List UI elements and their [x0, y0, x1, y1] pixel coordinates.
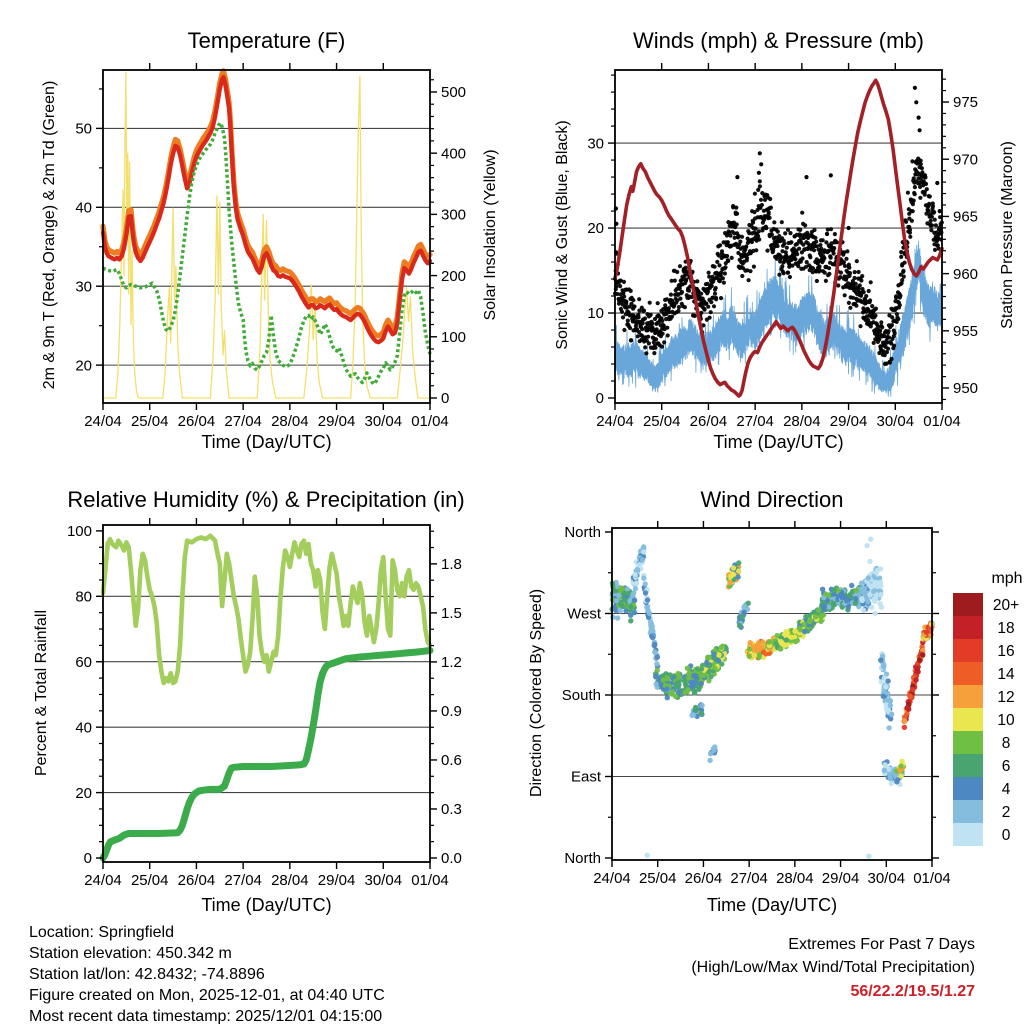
- svg-text:20: 20: [75, 784, 92, 802]
- svg-text:200: 200: [441, 267, 467, 285]
- svg-text:24/04: 24/04: [596, 413, 634, 430]
- svg-text:0.6: 0.6: [441, 752, 462, 770]
- svg-text:26/04: 26/04: [684, 870, 723, 887]
- footer-created: Figure created on Mon, 2025-12-01, at 04:40 UTC: [29, 987, 385, 1004]
- svg-text:970: 970: [953, 151, 979, 169]
- svg-text:1.8: 1.8: [441, 556, 462, 574]
- svg-text:18: 18: [997, 620, 1015, 637]
- svg-text:26/04: 26/04: [177, 413, 216, 430]
- xlabel-winds: Time (Day/UTC): [713, 432, 844, 452]
- svg-text:01/04: 01/04: [411, 413, 449, 430]
- svg-text:25/04: 25/04: [642, 413, 681, 430]
- svg-text:25/04: 25/04: [130, 872, 169, 889]
- svg-text:10: 10: [997, 712, 1015, 729]
- svg-text:20: 20: [75, 357, 92, 375]
- svg-text:24/04: 24/04: [593, 870, 631, 887]
- svg-text:6: 6: [1001, 758, 1011, 775]
- xlabel-temperature: Time (Day/UTC): [201, 432, 332, 452]
- svg-text:50: 50: [75, 120, 92, 138]
- svg-text:2: 2: [1001, 804, 1011, 821]
- panel-title-winds: Winds (mph) & Pressure (mb): [633, 28, 924, 53]
- svg-text:26/04: 26/04: [689, 413, 728, 430]
- svg-text:25/04: 25/04: [638, 870, 677, 887]
- svg-text:24/04: 24/04: [84, 872, 122, 889]
- colorbar-title-mph: mph: [991, 570, 1023, 587]
- svg-text:26/04: 26/04: [177, 872, 216, 889]
- svg-text:28/04: 28/04: [271, 413, 309, 430]
- svg-text:0: 0: [441, 390, 450, 408]
- svg-text:30/04: 30/04: [364, 872, 403, 889]
- svg-text:0: 0: [595, 390, 604, 408]
- ylabel-sonic-wind-gust: Sonic Wind & Gust (Blue, Black): [554, 120, 571, 350]
- panel-title-wind-direction: Wind Direction: [700, 487, 844, 512]
- svg-text:24/04: 24/04: [84, 413, 122, 430]
- panel-title-temperature: Temperature (F): [187, 28, 346, 53]
- svg-text:27/04: 27/04: [224, 872, 262, 889]
- svg-text:40: 40: [75, 199, 92, 217]
- svg-text:30/04: 30/04: [364, 413, 403, 430]
- svg-text:1.5: 1.5: [441, 605, 462, 623]
- footer-latlon: Station lat/lon: 42.8432; -74.8896: [29, 966, 265, 983]
- footer-timestamp: Most recent data timestamp: 2025/12/01 04:15:00: [29, 1008, 383, 1024]
- ylabel-station-pressure: Station Pressure (Maroon): [999, 141, 1016, 329]
- svg-text:0: 0: [83, 850, 92, 868]
- svg-text:27/04: 27/04: [736, 413, 774, 430]
- svg-text:29/04: 29/04: [317, 872, 356, 889]
- svg-text:16: 16: [997, 643, 1015, 660]
- footer-elevation: Station elevation: 450.342 m: [29, 945, 232, 962]
- svg-text:0.9: 0.9: [441, 703, 462, 721]
- svg-text:14: 14: [997, 666, 1015, 683]
- svg-text:28/04: 28/04: [776, 870, 814, 887]
- svg-text:10: 10: [587, 305, 604, 323]
- ylabel-temperature-left: 2m & 9m T (Red, Orange) & 2m Td (Green): [41, 80, 58, 390]
- extremes-subtitle: (High/Low/Max Wind/Total Precipitation): [691, 959, 975, 976]
- ylabel-solar-insolation: Solar Insolation (Yellow): [482, 149, 499, 321]
- footer-location: Location: Springfield: [29, 924, 174, 941]
- svg-text:West: West: [567, 605, 601, 623]
- svg-text:30/04: 30/04: [867, 870, 906, 887]
- ylabel-percent-rainfall: Percent & Total Rainfall: [33, 610, 50, 777]
- svg-text:North: North: [564, 850, 601, 868]
- svg-text:500: 500: [441, 84, 467, 102]
- svg-text:300: 300: [441, 206, 467, 224]
- svg-text:950: 950: [953, 380, 979, 398]
- svg-text:0.3: 0.3: [441, 801, 462, 819]
- svg-text:8: 8: [1001, 735, 1011, 752]
- svg-text:South: South: [561, 687, 601, 705]
- svg-text:400: 400: [441, 145, 467, 163]
- extremes-title: Extremes For Past 7 Days: [788, 936, 975, 953]
- svg-text:0.0: 0.0: [441, 850, 462, 868]
- svg-text:27/04: 27/04: [730, 870, 768, 887]
- svg-text:East: East: [570, 768, 601, 786]
- svg-text:20: 20: [587, 220, 604, 238]
- svg-text:29/04: 29/04: [317, 413, 356, 430]
- svg-text:965: 965: [953, 208, 979, 226]
- svg-text:12: 12: [997, 689, 1015, 706]
- svg-text:40: 40: [75, 719, 92, 737]
- svg-text:01/04: 01/04: [913, 870, 951, 887]
- svg-text:29/04: 29/04: [829, 413, 868, 430]
- svg-text:100: 100: [66, 523, 92, 541]
- xlabel-humidity: Time (Day/UTC): [201, 895, 332, 915]
- extremes-values: 56/22.2/19.5/1.27: [850, 983, 975, 1000]
- svg-text:28/04: 28/04: [783, 413, 821, 430]
- svg-text:29/04: 29/04: [821, 870, 860, 887]
- svg-text:30/04: 30/04: [876, 413, 915, 430]
- svg-text:North: North: [564, 524, 601, 542]
- svg-text:30: 30: [587, 135, 604, 153]
- svg-text:975: 975: [953, 94, 979, 112]
- svg-text:27/04: 27/04: [224, 413, 262, 430]
- svg-text:100: 100: [441, 328, 467, 346]
- panel-title-humidity: Relative Humidity (%) & Precipitation (in): [67, 487, 465, 512]
- xlabel-direction: Time (Day/UTC): [706, 895, 838, 915]
- svg-text:25/04: 25/04: [130, 413, 169, 430]
- svg-text:60: 60: [75, 653, 92, 671]
- svg-text:4: 4: [1001, 781, 1011, 798]
- svg-text:960: 960: [953, 265, 979, 283]
- svg-text:20+: 20+: [992, 597, 1020, 614]
- svg-text:01/04: 01/04: [411, 872, 449, 889]
- svg-text:80: 80: [75, 588, 92, 606]
- svg-text:955: 955: [953, 323, 979, 341]
- svg-text:01/04: 01/04: [923, 413, 961, 430]
- ylabel-direction: Direction (Colored By Speed): [528, 588, 545, 798]
- svg-text:0: 0: [1001, 827, 1011, 844]
- svg-text:28/04: 28/04: [271, 872, 309, 889]
- svg-text:1.2: 1.2: [441, 654, 462, 672]
- svg-text:30: 30: [75, 278, 92, 296]
